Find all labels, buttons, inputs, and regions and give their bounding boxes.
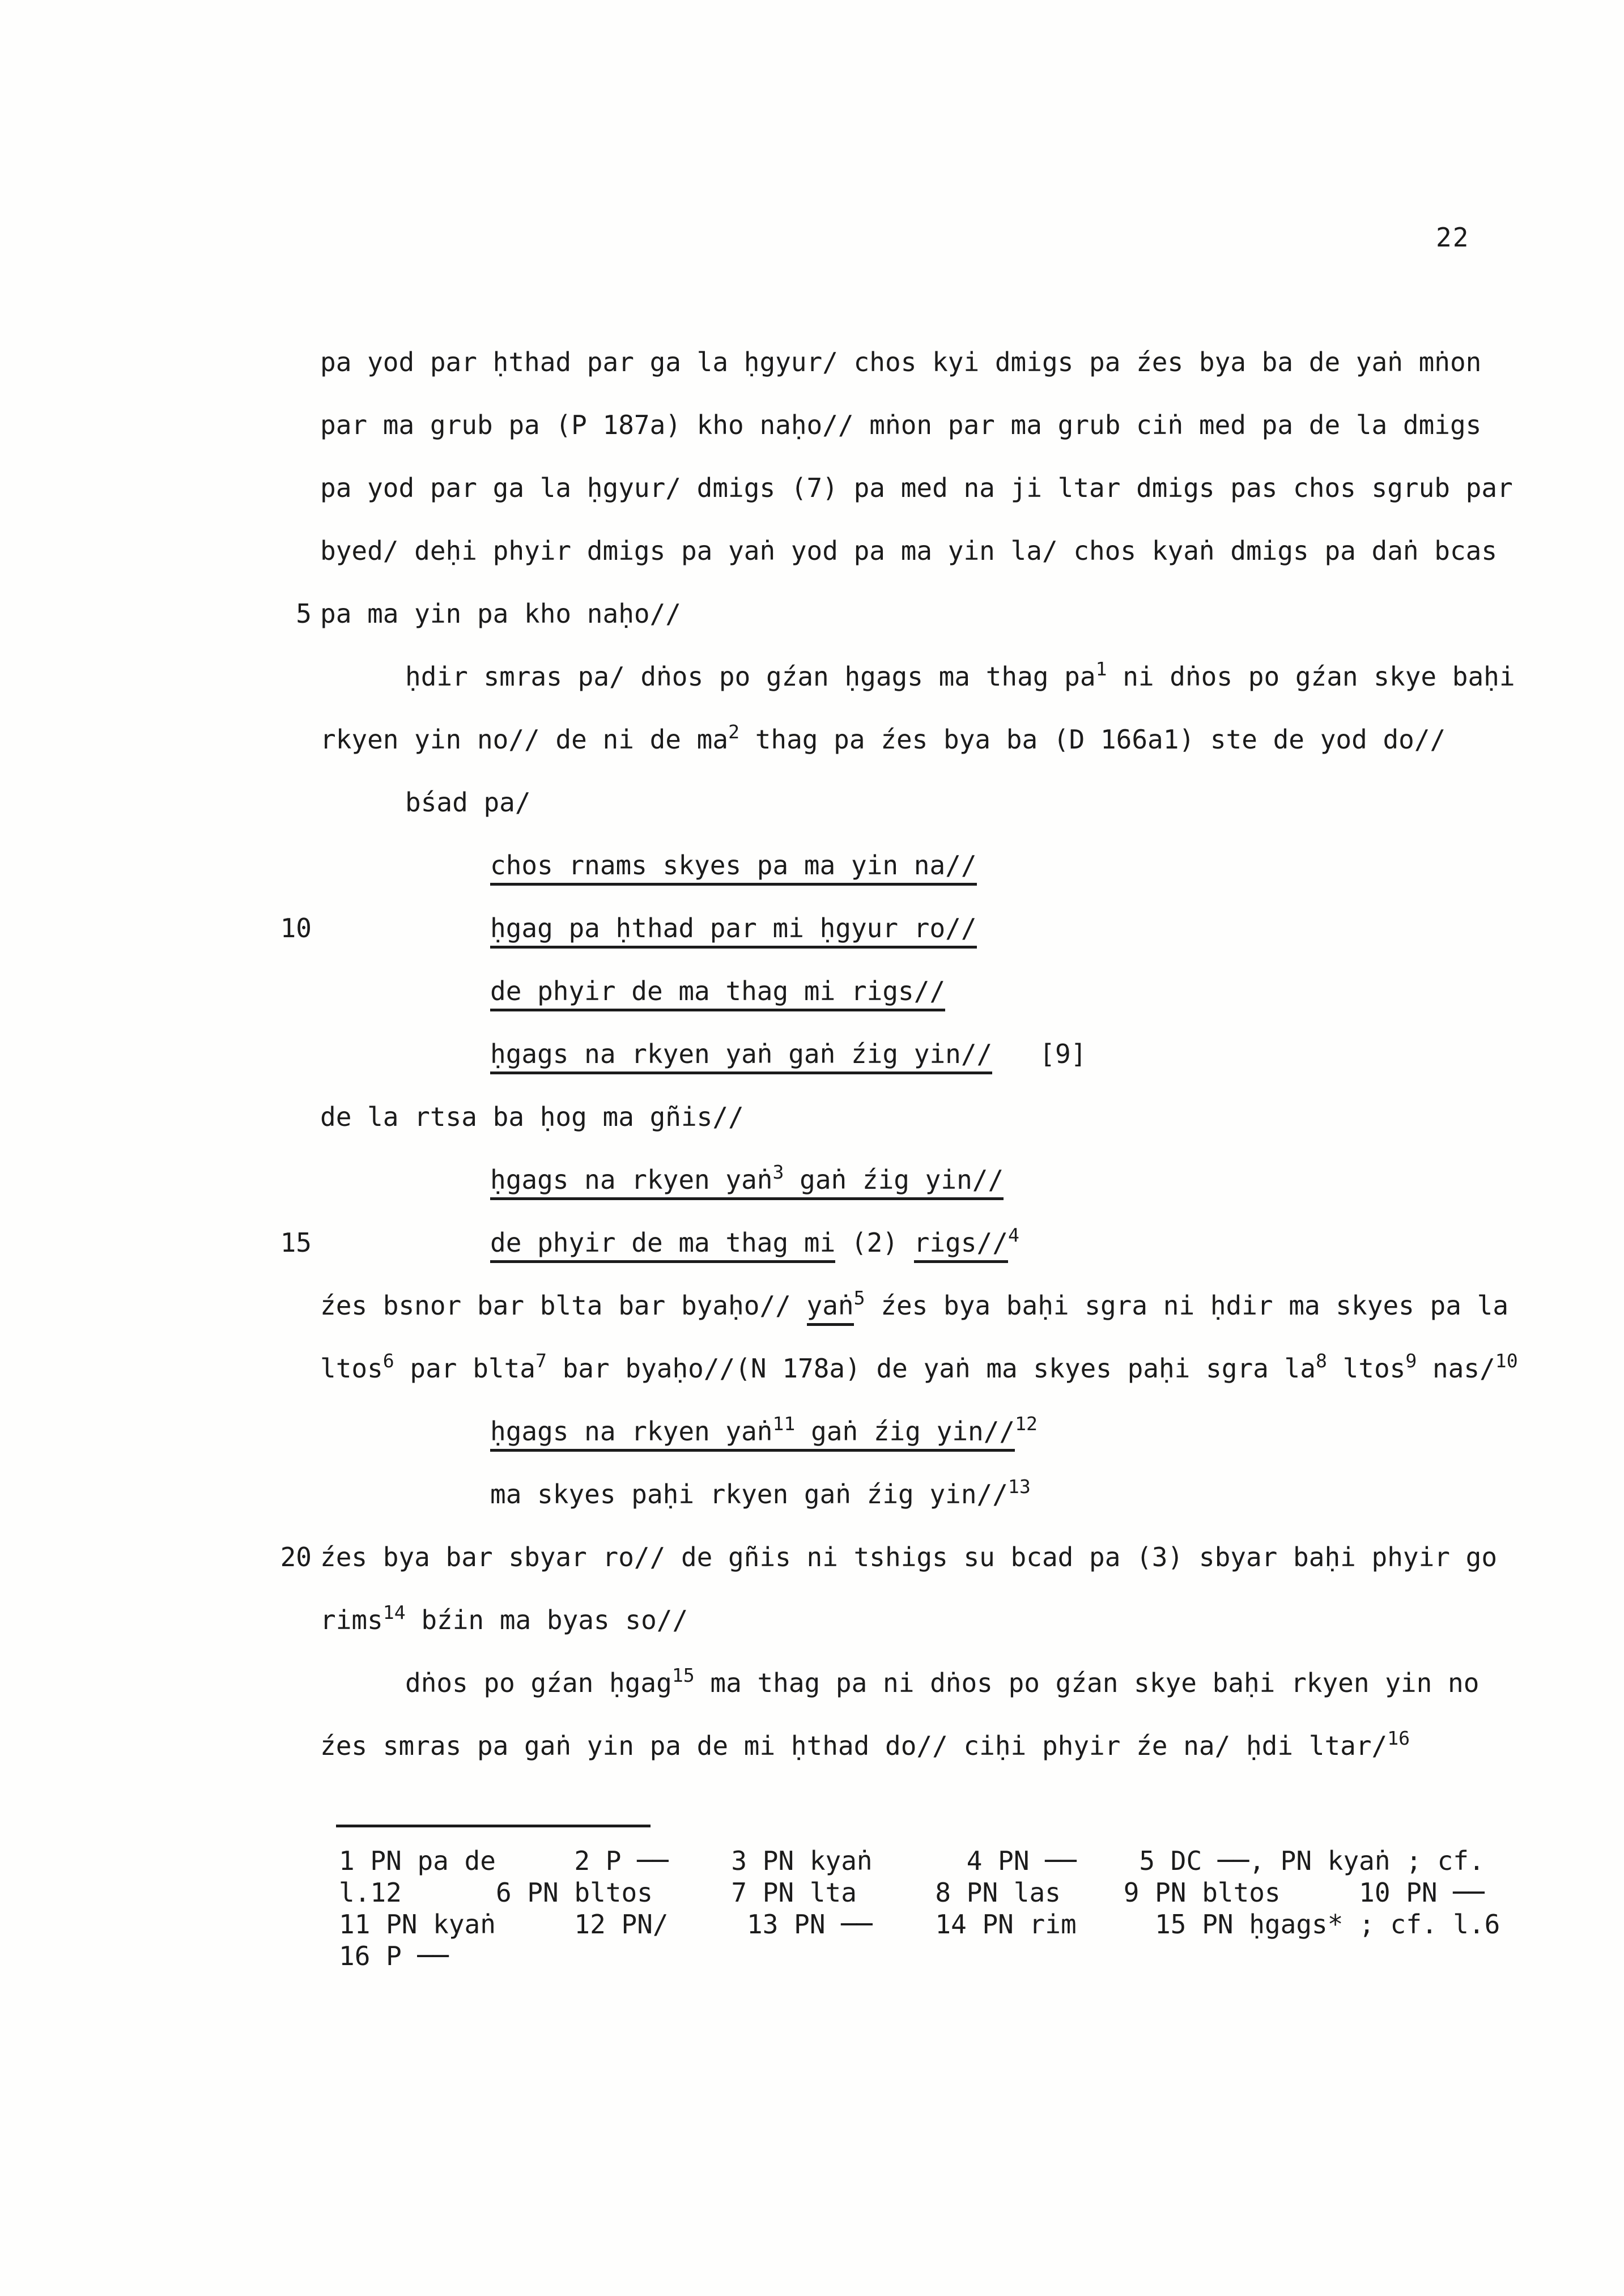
footnote-reference: 1 <box>1095 657 1107 680</box>
underlined-text <box>490 1039 992 1074</box>
underlined-text <box>807 1290 854 1326</box>
text-segment: źes bya baḥi sgra ni ḥdir ma skyes pa la <box>865 1290 1509 1321</box>
footnote-reference: 16 <box>1387 1727 1410 1749</box>
text-segment: yaṅ <box>806 1290 854 1321</box>
text-line <box>320 1475 1521 1542</box>
footnote-reference: 7 <box>535 1349 547 1372</box>
underlined-text <box>490 976 945 1011</box>
underlined-text <box>490 850 977 886</box>
text-segment: de phyir de ma thag mi rigs// <box>490 976 946 1006</box>
text-segment: byed/ deḥi phyir dmigs pa yaṅ yod pa ma yin la/ chos kyaṅ dmigs pa daṅ bcas <box>320 535 1498 566</box>
text-segment: źes bya bar sbyar ro// de gñis ni tshigs su bcad pa (3) sbyar baḥi phyir go <box>320 1542 1498 1572</box>
text-segment: par blta <box>394 1353 535 1384</box>
text-segment: ḥgags na rkyen yaṅ <box>490 1416 773 1447</box>
text-line <box>320 410 1521 473</box>
footnote-line: 16 P ── <box>339 1941 449 1971</box>
footnote-reference: 12 <box>1015 1412 1038 1435</box>
text-segment: gaṅ źig yin// <box>795 1416 1015 1447</box>
text-segment: ḥgags na rkyen yaṅ gaṅ źig yin// <box>490 1039 993 1069</box>
footnote-separator-rule <box>336 1825 651 1827</box>
text-segment: par ma grub pa (P 187a) kho naḥo// mṅon par ma grub ciṅ med pa de la dmigs <box>320 410 1482 440</box>
text-line <box>320 720 1521 787</box>
text-line <box>320 1349 1521 1416</box>
footnote-reference: 10 <box>1495 1349 1518 1372</box>
footnotes-block <box>339 1846 1500 1973</box>
underlined-text <box>490 1160 1004 1200</box>
text-line <box>280 913 1521 976</box>
text-line <box>320 1102 1521 1164</box>
footnote-reference: 4 <box>1007 1223 1019 1246</box>
text-segment: bśad pa/ <box>405 787 531 818</box>
text-segment: ma thag pa ni dṅos po gźan skye baḥi rkyen yin no <box>694 1668 1480 1698</box>
margin-line-number: 5 <box>296 598 312 629</box>
text-line <box>320 1412 1521 1479</box>
text-line <box>280 1542 1521 1605</box>
text-segment: ltos <box>1327 1353 1406 1384</box>
text-segment: bar byaḥo//(N 178a) de yaṅ ma skyes paḥi sgra la <box>546 1353 1316 1384</box>
footnote-reference: 2 <box>728 720 739 743</box>
text-segment: [9] <box>992 1039 1087 1069</box>
footnote-reference: 15 <box>671 1664 695 1686</box>
text-segment: ltos <box>320 1353 383 1384</box>
text-line <box>280 1223 1521 1290</box>
text-segment: ni dṅos po gźan skye baḥi <box>1107 661 1515 692</box>
text-line <box>320 976 1521 1039</box>
text-segment: ḥgag pa ḥthad par mi ḥgyur ro// <box>490 913 977 943</box>
underlined-text <box>490 1227 835 1263</box>
text-segment: pa yod par ga la ḥgyur/ dmigs (7) pa med na ji ltar dmigs pas chos sgrub par <box>320 473 1513 503</box>
underlined-text <box>490 913 977 949</box>
footnote-reference: 3 <box>772 1160 784 1183</box>
text-line <box>320 787 1521 850</box>
text-line <box>320 1160 1521 1227</box>
text-segment: de la rtsa ba ḥog ma gñis// <box>320 1102 744 1132</box>
text-segment: źes smras pa gaṅ yin pa de mi ḥthad do// ciḥi phyir źe na/ ḥdi ltar/ <box>320 1730 1388 1761</box>
text-line <box>320 347 1521 410</box>
margin-line-number: 15 <box>280 1227 312 1258</box>
footnote-line: 1 PN pa de 2 P ── 3 PN kyaṅ 4 PN ── 5 DC ──, PN kyaṅ ; cf. <box>339 1846 1485 1876</box>
page-number: 22 <box>1436 222 1470 253</box>
text-segment: bźin ma byas so// <box>405 1605 688 1635</box>
text-line <box>320 535 1521 598</box>
text-segment: pa ma yin pa kho naḥo// <box>320 598 681 629</box>
text-line <box>320 657 1521 724</box>
text-segment: źes bsnor bar blta bar byaḥo// <box>320 1290 807 1321</box>
text-line <box>320 850 1521 913</box>
footnote-reference: 14 <box>382 1601 406 1623</box>
text-segment: ḥgags na rkyen yaṅ <box>490 1164 773 1195</box>
text-line <box>320 1039 1521 1102</box>
text-segment: rims <box>320 1605 383 1635</box>
text-segment: dṅos po gźan ḥgag <box>405 1668 672 1698</box>
text-segment: (2) <box>835 1227 914 1258</box>
text-segment: gaṅ źig yin// <box>784 1164 1004 1195</box>
text-line <box>320 473 1521 535</box>
text-line <box>296 598 1521 661</box>
margin-line-number: 20 <box>280 1542 312 1572</box>
text-line <box>320 1664 1521 1730</box>
text-segment: rigs// <box>913 1227 1008 1258</box>
footnote-line: l.12 6 PN bltos 7 PN lta 8 PN las 9 PN bltos 10 PN ── <box>339 1877 1485 1908</box>
text-line <box>320 1286 1521 1353</box>
footnote-reference: 6 <box>382 1349 394 1372</box>
text-segment: nas/ <box>1417 1353 1495 1384</box>
text-segment: chos rnams skyes pa ma yin na// <box>490 850 977 881</box>
footnote-reference: 13 <box>1007 1475 1031 1498</box>
text-line <box>320 1601 1521 1668</box>
underlined-text <box>914 1227 1008 1263</box>
text-segment: de phyir de ma thag mi <box>490 1227 836 1258</box>
underlined-text <box>490 1412 1015 1452</box>
footnote-reference: 11 <box>772 1412 796 1435</box>
text-segment: rkyen yin no// de ni de ma <box>320 724 729 755</box>
text-segment: ma skyes paḥi rkyen gaṅ źig yin// <box>490 1479 1008 1510</box>
text-block <box>280 347 1521 1793</box>
footnote-reference: 9 <box>1405 1349 1417 1372</box>
text-segment: ḥdir smras pa/ dṅos po gźan ḥgags ma thag pa <box>405 661 1096 692</box>
text-line <box>320 1727 1521 1793</box>
margin-line-number: 10 <box>280 913 312 943</box>
footnote-line: 11 PN kyaṅ 12 PN/ 13 PN ── 14 PN rim 15 PN ḥgags* ; cf. l.6 <box>339 1909 1500 1940</box>
footnote-reference: 5 <box>853 1286 865 1309</box>
footnote-reference: 8 <box>1315 1349 1327 1372</box>
text-segment: thag pa źes bya ba (D 166a1) ste de yod do// <box>739 724 1446 755</box>
text-segment: pa yod par ḥthad par ga la ḥgyur/ chos kyi dmigs pa źes bya ba de yaṅ mṅon <box>320 347 1482 377</box>
